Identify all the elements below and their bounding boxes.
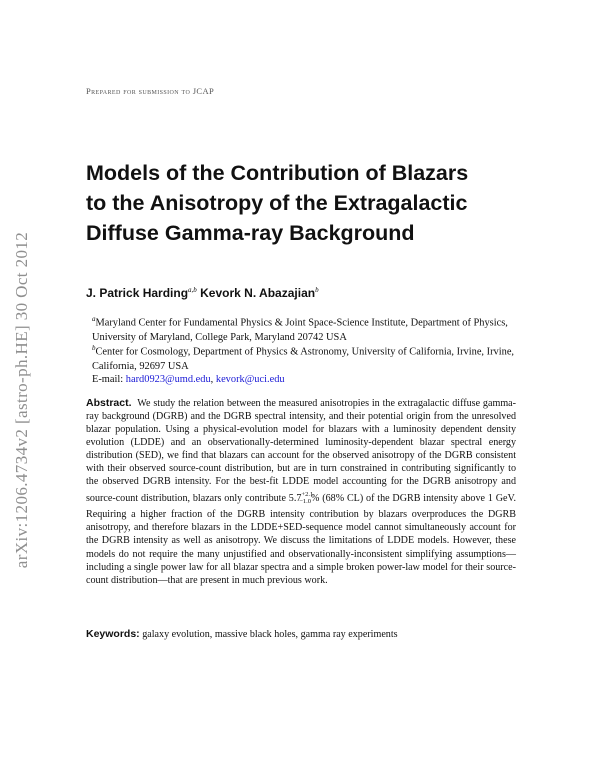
arxiv-sidebar-stamp [2, 190, 42, 610]
author-name: J. Patrick Harding [86, 286, 189, 300]
abstract-sub: −1.0 [299, 498, 312, 506]
author-affil-mark: a,b [188, 286, 197, 294]
abstract-text: We study the relation between the measured anisotropies in the extragalactic diffuse gamma-ray background (DGRB) and the DGRB spectral intensity, and their potential origin from the unresolved blazar population. Using a physical-evolution model for blazars with a luminosity dependent density evolution (LDDE) and an observationally-determined luminosity-dependent blazar spectral energy distribution (SED), we find that blazars can account for the observed anisotropy of the DGRB consistent with their observed source-count distribution, but are in turn constrained in contributing significantly to the observed DGRB intensity. For the best-fit LDDE model accounting for the DGRB anisotropy and source-count distribution, blazars only contribute 5.7 [86, 398, 517, 505]
paper-title [86, 158, 526, 248]
email-label: E-mail: [92, 374, 124, 385]
affiliation [92, 341, 517, 374]
title-line: Models of the Contribution of Blazars [86, 161, 469, 185]
abstract-label: Abstract. [86, 397, 132, 409]
email-line: E-mail: hard0923@umd.edu, kevork@uci.edu [92, 374, 285, 385]
author-name: Kevork N. Abazajian [200, 286, 316, 300]
abstract-text: % (68% CL) of the DGRB intensity above 1 GeV. Requiring a higher fraction of the DGRB intensity contribution by blazars overproduces the DGRB anisotropy, and therefore blazars in the LDDE+SED-sequence model cannot simultaneously account for the DGRB intensity as well as anisotropy. We discuss the limitations of LDDE models. However, these models do not require the many unjustified and observationally-inconsistent simplifying assumptions—including a single power law for all blazar spectra and a simple broken power-law model for their source-count distribution—that are present in much previous work. [86, 493, 516, 586]
arxiv-identifier: arXiv:1206.4734v2 [astro-ph.HE] 30 Oct 2012 [12, 231, 31, 569]
affil-mark: a [92, 315, 96, 323]
keywords-text: galaxy evolution, massive black holes, gamma ray experiments [142, 629, 398, 640]
affil-mark: b [92, 344, 96, 352]
keywords-label: Keywords: [86, 628, 140, 640]
title-line: to the Anisotropy of the Extragalactic [86, 191, 468, 215]
author-affil-mark: b [315, 286, 319, 294]
title-line: Diffuse Gamma-ray Background [86, 221, 415, 245]
email-link[interactable]: hard0923@umd.edu [125, 374, 211, 385]
abstract [86, 397, 516, 587]
email-link[interactable]: kevork@uci.edu [215, 374, 285, 385]
affil-text: Maryland Center for Fundamental Physics & Joint Space-Science Institute, Department of Physics, University of Maryland, College Park, Maryland 20742 USA [92, 317, 508, 344]
keywords [86, 628, 398, 640]
author-list [86, 286, 319, 300]
abstract-sup: +2.1 [301, 491, 314, 499]
submission-note: Prepared for submission to JCAP [86, 86, 215, 96]
affil-text: Center for Cosmology, Department of Physics & Astronomy, University of California, Irvine, Irvine, California, 92697 USA [92, 346, 515, 373]
